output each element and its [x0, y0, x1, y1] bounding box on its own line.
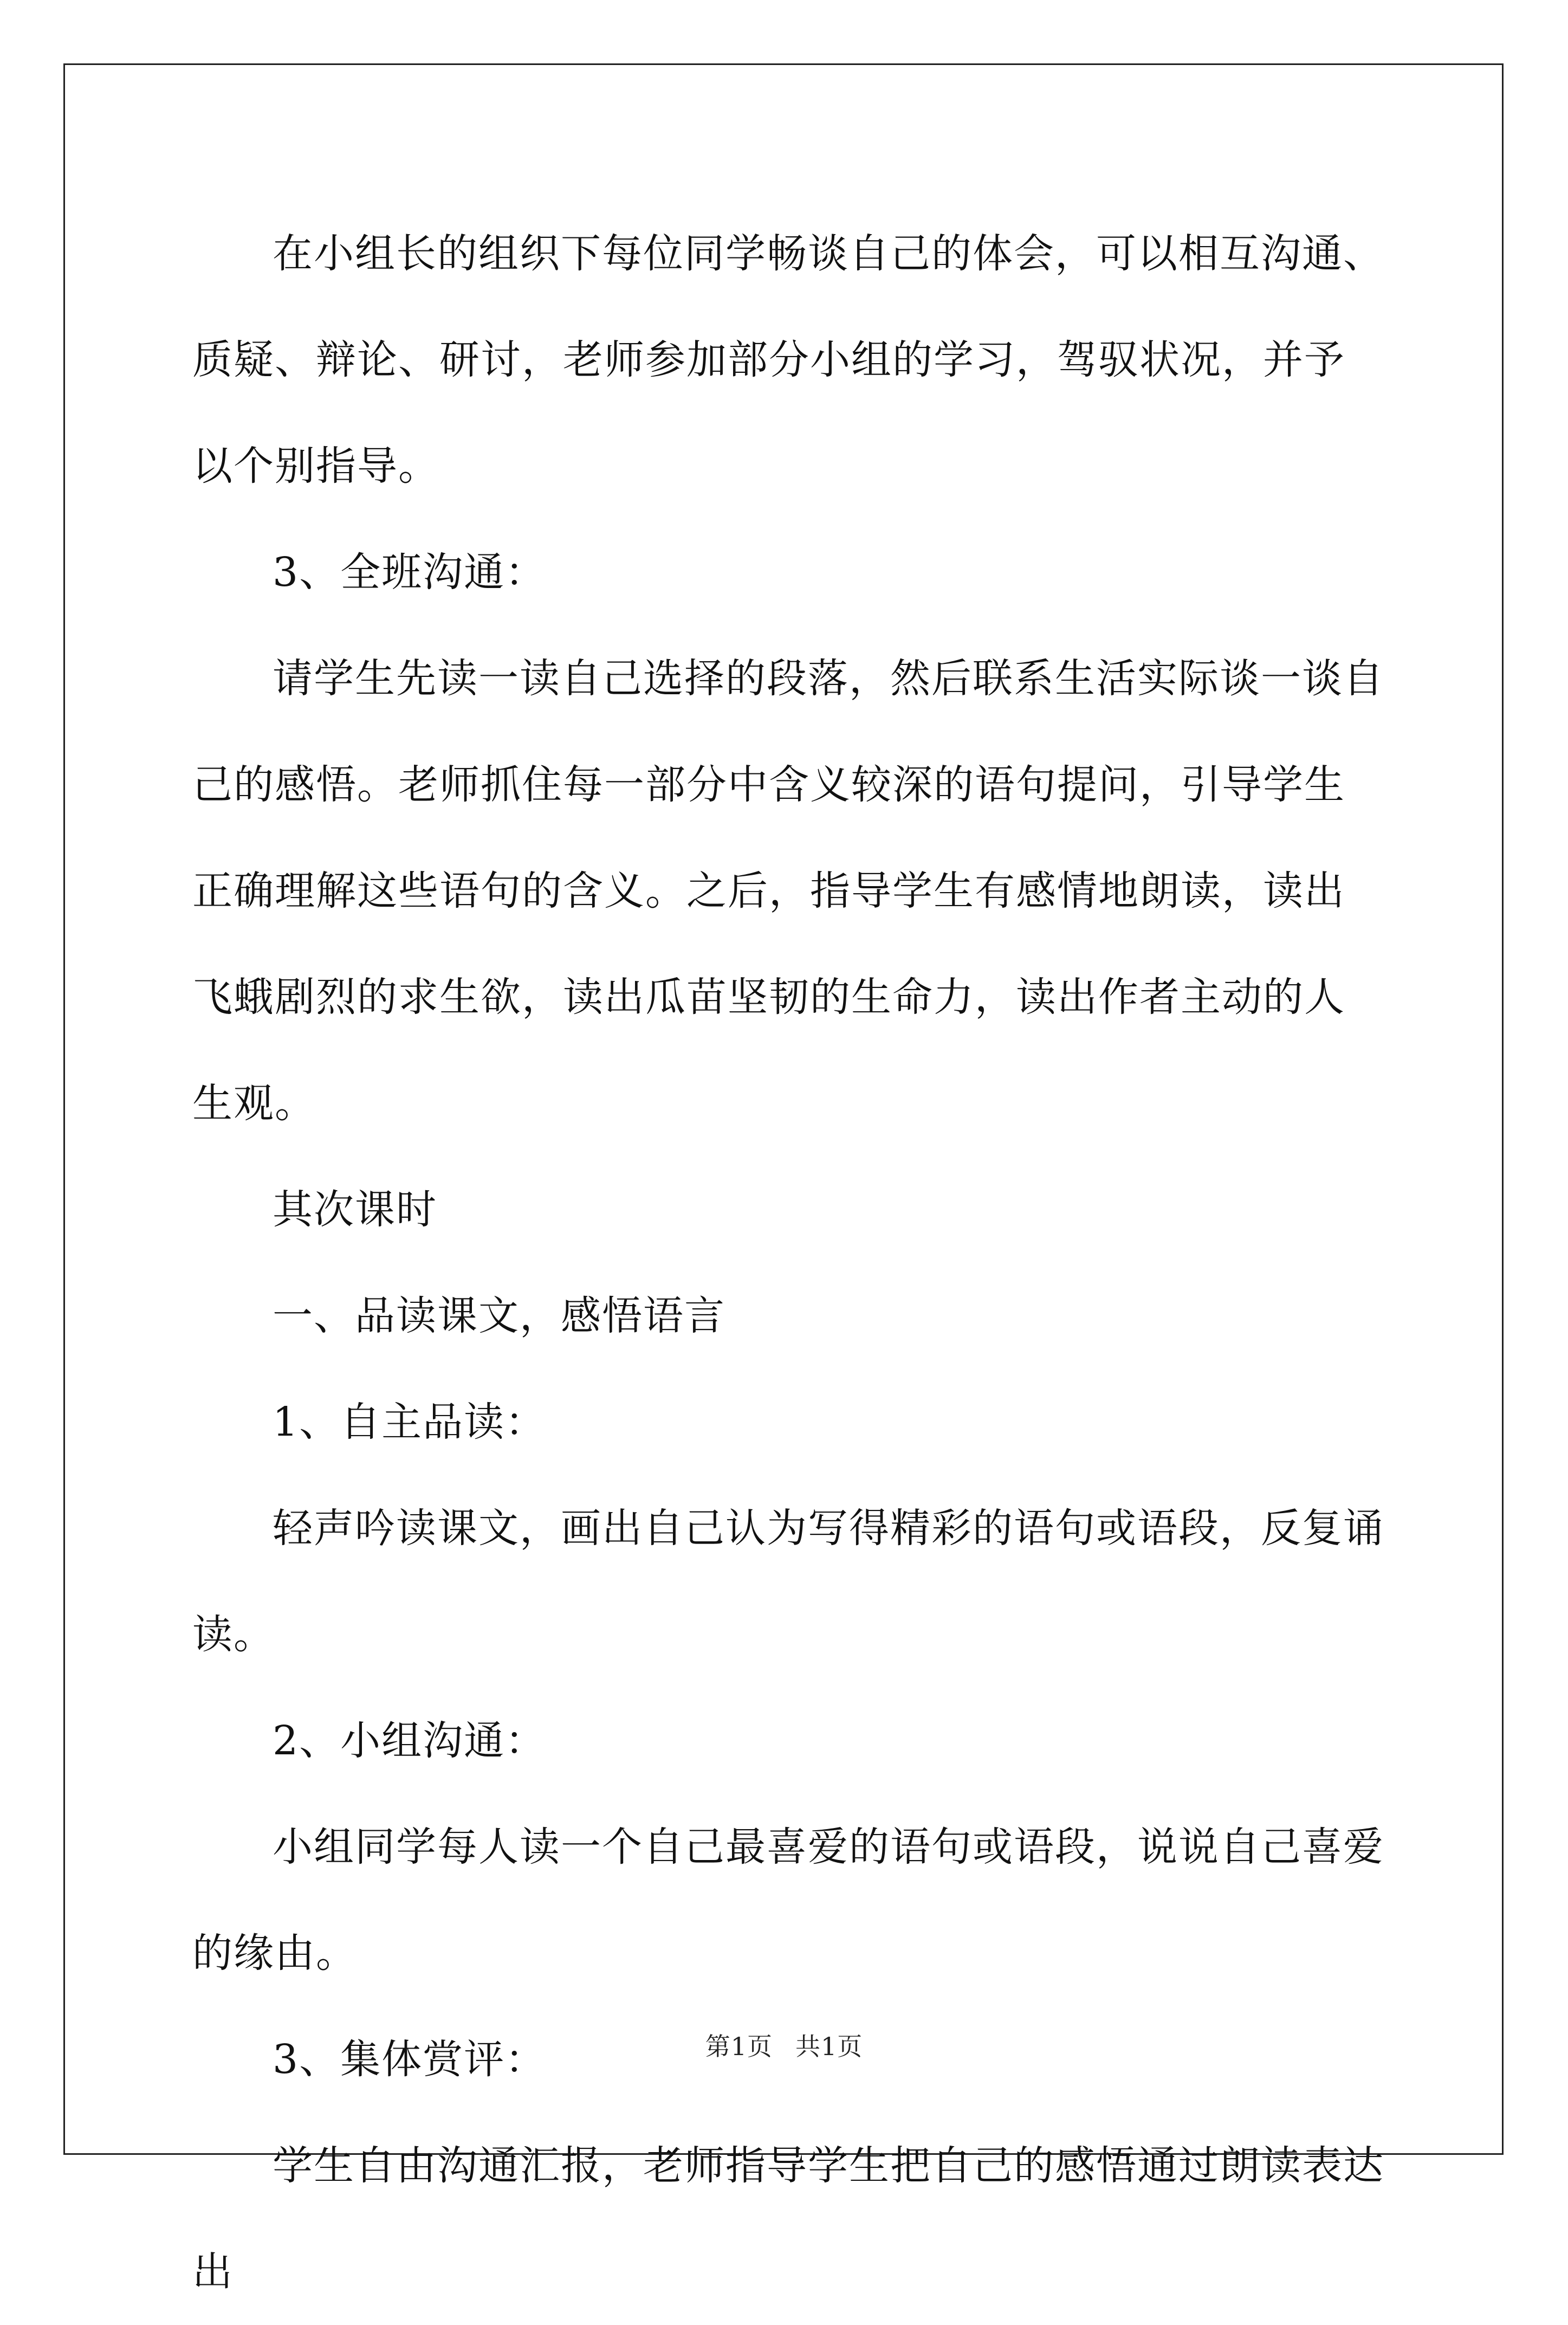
document-body [192, 201, 1384, 2325]
paragraph: 3、全班沟通： [273, 549, 547, 596]
section-title: 其次课时 [273, 1186, 437, 1233]
paragraph: 小组同学每人读一个自己最喜爱的语句或语段，说说自己喜爱的缘由。 [192, 1824, 1384, 1977]
paragraph: 轻声吟读课文，画出自己认为写得精彩的语句或语段，反复诵读。 [192, 1505, 1384, 1658]
page-footer [0, 2027, 1568, 2063]
paragraph: 在小组长的组织下每位同学畅谈自己的体会，可以相互沟通、质疑、辩论、研讨，老师参加部分小组的学习，驾驭状况，并予以个别指导。 [192, 230, 1384, 489]
page-total: 共1页 [795, 2032, 863, 2061]
paragraph: 1、自主品读： [273, 1399, 547, 1445]
paragraph: 2、小组沟通： [273, 1717, 547, 1764]
paragraph: 学生自由沟通汇报，老师指导学生把自己的感悟通过朗读表达出 [192, 2142, 1384, 2295]
paragraph: 3、集体赏评： [273, 2036, 547, 2083]
subsection-title: 一、品读课文，感悟语言 [273, 1293, 725, 1339]
page-number: 第1页 [705, 2032, 773, 2061]
paragraph: 请学生先读一读自己选择的段落，然后联系生活实际谈一谈自己的感悟。老师抓住每一部分中含义较深的语句提问，引导学生正确理解这些语句的含义。之后，指导学生有感情地朗读，读出飞蛾剧烈的求生欲，读出瓜苗坚韧的生命力，读出作者主动的人生观。 [192, 655, 1384, 1127]
